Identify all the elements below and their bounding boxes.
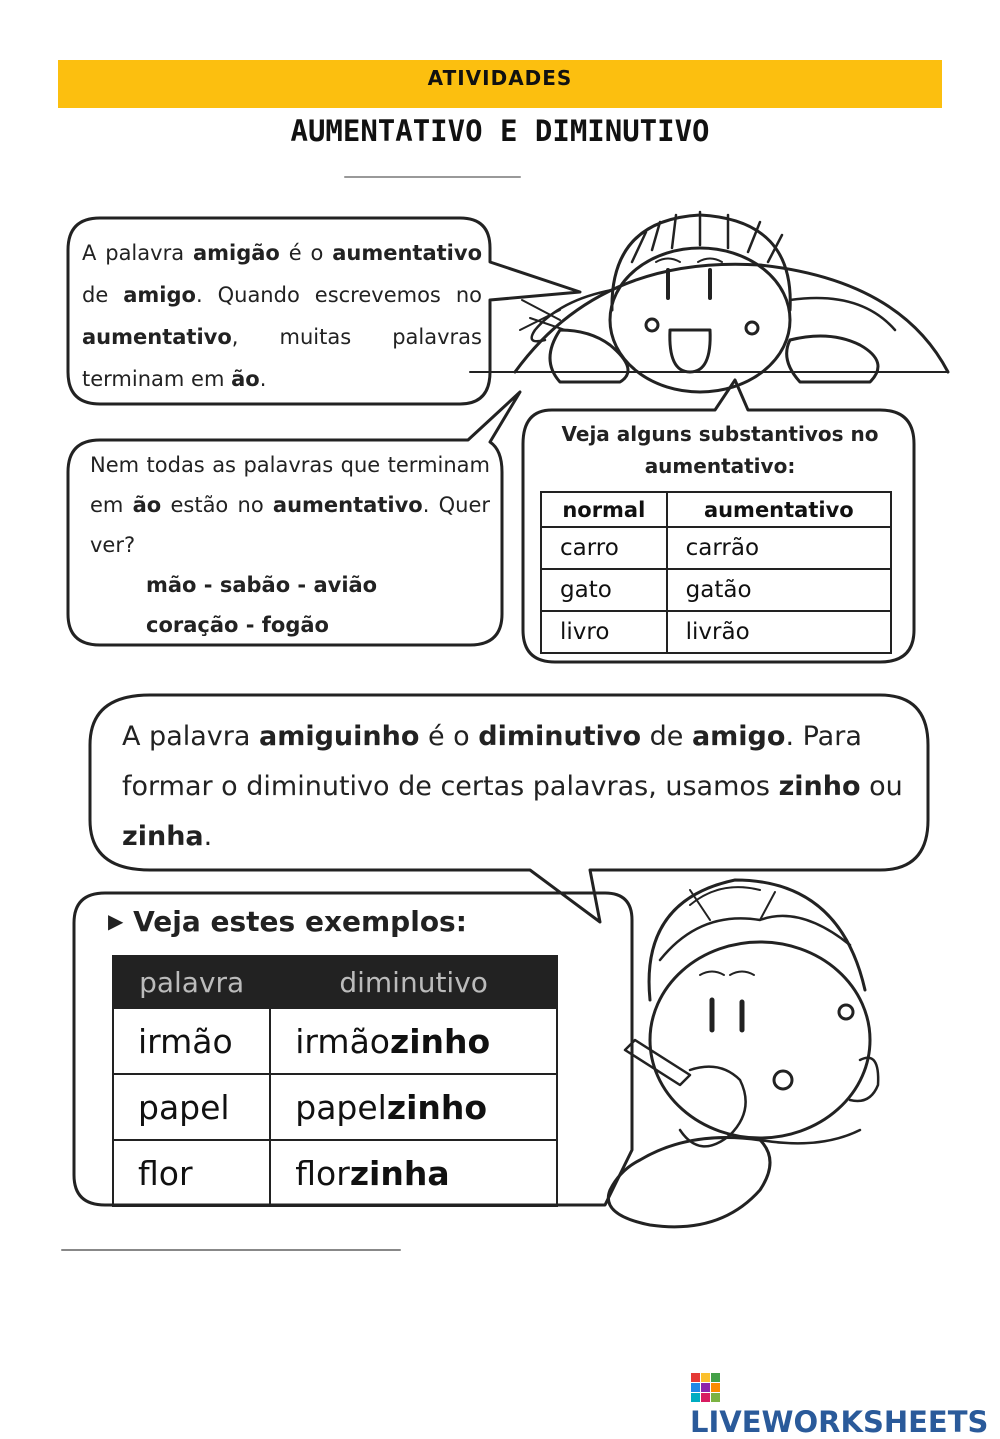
table-header: aumentativo (667, 492, 891, 527)
page-title: AUMENTATIVO E DIMINUTIVO (290, 114, 710, 148)
table-row (113, 1074, 557, 1140)
table-cell: carro (541, 527, 667, 569)
table-header: palavra (113, 956, 270, 1008)
table-cell: gatão (667, 569, 891, 611)
table-row (541, 527, 891, 569)
examples-line-2: coração - fogão (146, 613, 329, 637)
diminutivo-table (112, 955, 558, 1207)
activities-banner: ATIVIDADES (58, 60, 942, 108)
table-cell: florzinha (270, 1140, 557, 1206)
liveworksheets-logo[interactable]: LIVEWORKSHEETS (690, 1371, 995, 1411)
table-header: diminutivo (270, 956, 557, 1008)
table-header: normal (541, 492, 667, 527)
aumentativo-table (540, 491, 892, 654)
bubble-amigao-text: A palavra amigão é o aumentativo de amigo. Quando escrevemos no aumentativo, muitas palavras terminam em ão. (82, 241, 482, 391)
table-cell: livrão (667, 611, 891, 653)
aumentativo-label: Veja alguns substantivos no aumentativo: (561, 422, 879, 478)
bubble-nem-todas-text: Nem todas as palavras que terminam em ão estão no aumentativo. Quer ver? mão - sabão - avião coração - fogão (90, 445, 490, 645)
table-cell: papelzinho (270, 1074, 557, 1140)
table-cell: carrão (667, 527, 891, 569)
girl-character (470, 212, 948, 392)
boy-character (608, 880, 878, 1227)
table-row (541, 611, 891, 653)
table-cell: livro (541, 611, 667, 653)
table-cell: flor (113, 1140, 270, 1206)
triangle-bullet-icon: ▶ (108, 909, 124, 933)
table-cell: papel (113, 1074, 270, 1140)
bubble-amiguinho-text: A palavra amiguinho é o diminutivo de amigo. Para formar o diminutivo de certas palavras, usamos zinho ou zinha. (122, 721, 903, 852)
exemplos-label: ▶ Veja estes exemplos: (108, 905, 467, 938)
table-cell: irmão (113, 1008, 270, 1074)
table-row (113, 1140, 557, 1206)
table-cell: gato (541, 569, 667, 611)
table-row (541, 569, 891, 611)
examples-line-1: mão - sabão - avião (146, 573, 378, 597)
table-cell: irmãozinho (270, 1008, 557, 1074)
liveworksheets-logo-icon (690, 1371, 722, 1403)
table-row (113, 1008, 557, 1074)
